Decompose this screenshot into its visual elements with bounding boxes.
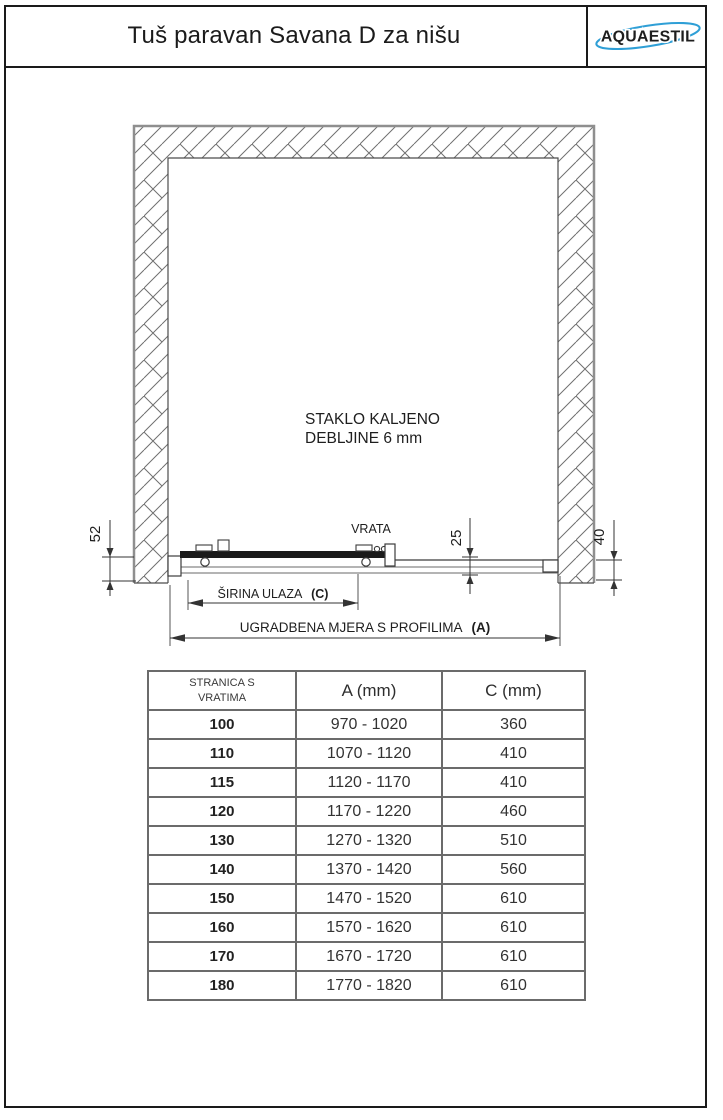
bottom-rail [168, 567, 558, 573]
left-roller-bracket [196, 545, 212, 551]
svg-text:ŠIRINA ULAZA (C) [218, 586, 329, 601]
header-a-mm: A (mm) [296, 671, 442, 710]
svg-text:UGRADBENA MJERA S PROFILIMA [240, 620, 491, 635]
left-wall-profile [168, 556, 181, 576]
extension-lines [170, 574, 560, 646]
dim-52 [102, 520, 136, 596]
entry-width-label: ŠIRINA ULAZA [217, 587, 302, 601]
table-header-row [148, 671, 585, 710]
dimensions-table [147, 670, 586, 1001]
door-end-cap [385, 544, 395, 566]
table-row: 170 1670 - 1720 610 [148, 942, 585, 971]
entry-width-symbol: (C) [311, 587, 329, 601]
table-row: 180 1770 - 1820 610 [148, 971, 585, 1000]
table-row: 100 970 - 1020 360 [148, 710, 585, 739]
installation-symbol: (A) [471, 620, 491, 635]
header-side-with-door: STRANICA S VRATIMA [148, 671, 296, 710]
left-roller-wheel-icon [201, 558, 209, 566]
wall-inner-edge [168, 158, 558, 583]
niche-wall-hatch [134, 126, 594, 583]
dim-entry-width [188, 586, 358, 607]
door-knob [218, 540, 229, 551]
brand-name: AQUAESTIL [600, 28, 695, 46]
dim-40-value: 40 [591, 528, 608, 546]
table-row: 130 1270 - 1320 510 [148, 826, 585, 855]
right-guide-bolt-icon [374, 546, 379, 551]
table-row: 115 1120 - 1170 410 [148, 768, 585, 797]
installation-label: UGRADBENA MJERA S PROFILIMA [239, 620, 462, 635]
table-row: 120 1170 - 1220 460 [148, 797, 585, 826]
table-row: 150 1470 - 1520 610 [148, 884, 585, 913]
sliding-door-glass [180, 551, 387, 558]
glass-note-line1: STAKLO KALJENO [305, 411, 440, 428]
table-row: 140 1370 - 1420 560 [148, 855, 585, 884]
right-roller-wheel-icon [362, 558, 370, 566]
header-c-mm: C (mm) [442, 671, 585, 710]
table-row: 110 1070 - 1120 410 [148, 739, 585, 768]
door-assembly [168, 540, 558, 576]
dim-25-value: 25 [448, 529, 465, 547]
page-title: Tuš paravan Savana D za nišu [127, 21, 461, 49]
glass-note-line2: DEBLJINE 6 mm [305, 430, 423, 447]
wall-outer-edge [134, 126, 594, 583]
door-label: VRATA [351, 522, 391, 536]
dim-52-value: 52 [87, 525, 104, 543]
right-roller-bracket [356, 545, 372, 551]
right-wall-bracket [543, 560, 558, 572]
dim-25 [462, 518, 478, 594]
table-row: 160 1570 - 1620 610 [148, 913, 585, 942]
dim-installation [170, 620, 560, 642]
